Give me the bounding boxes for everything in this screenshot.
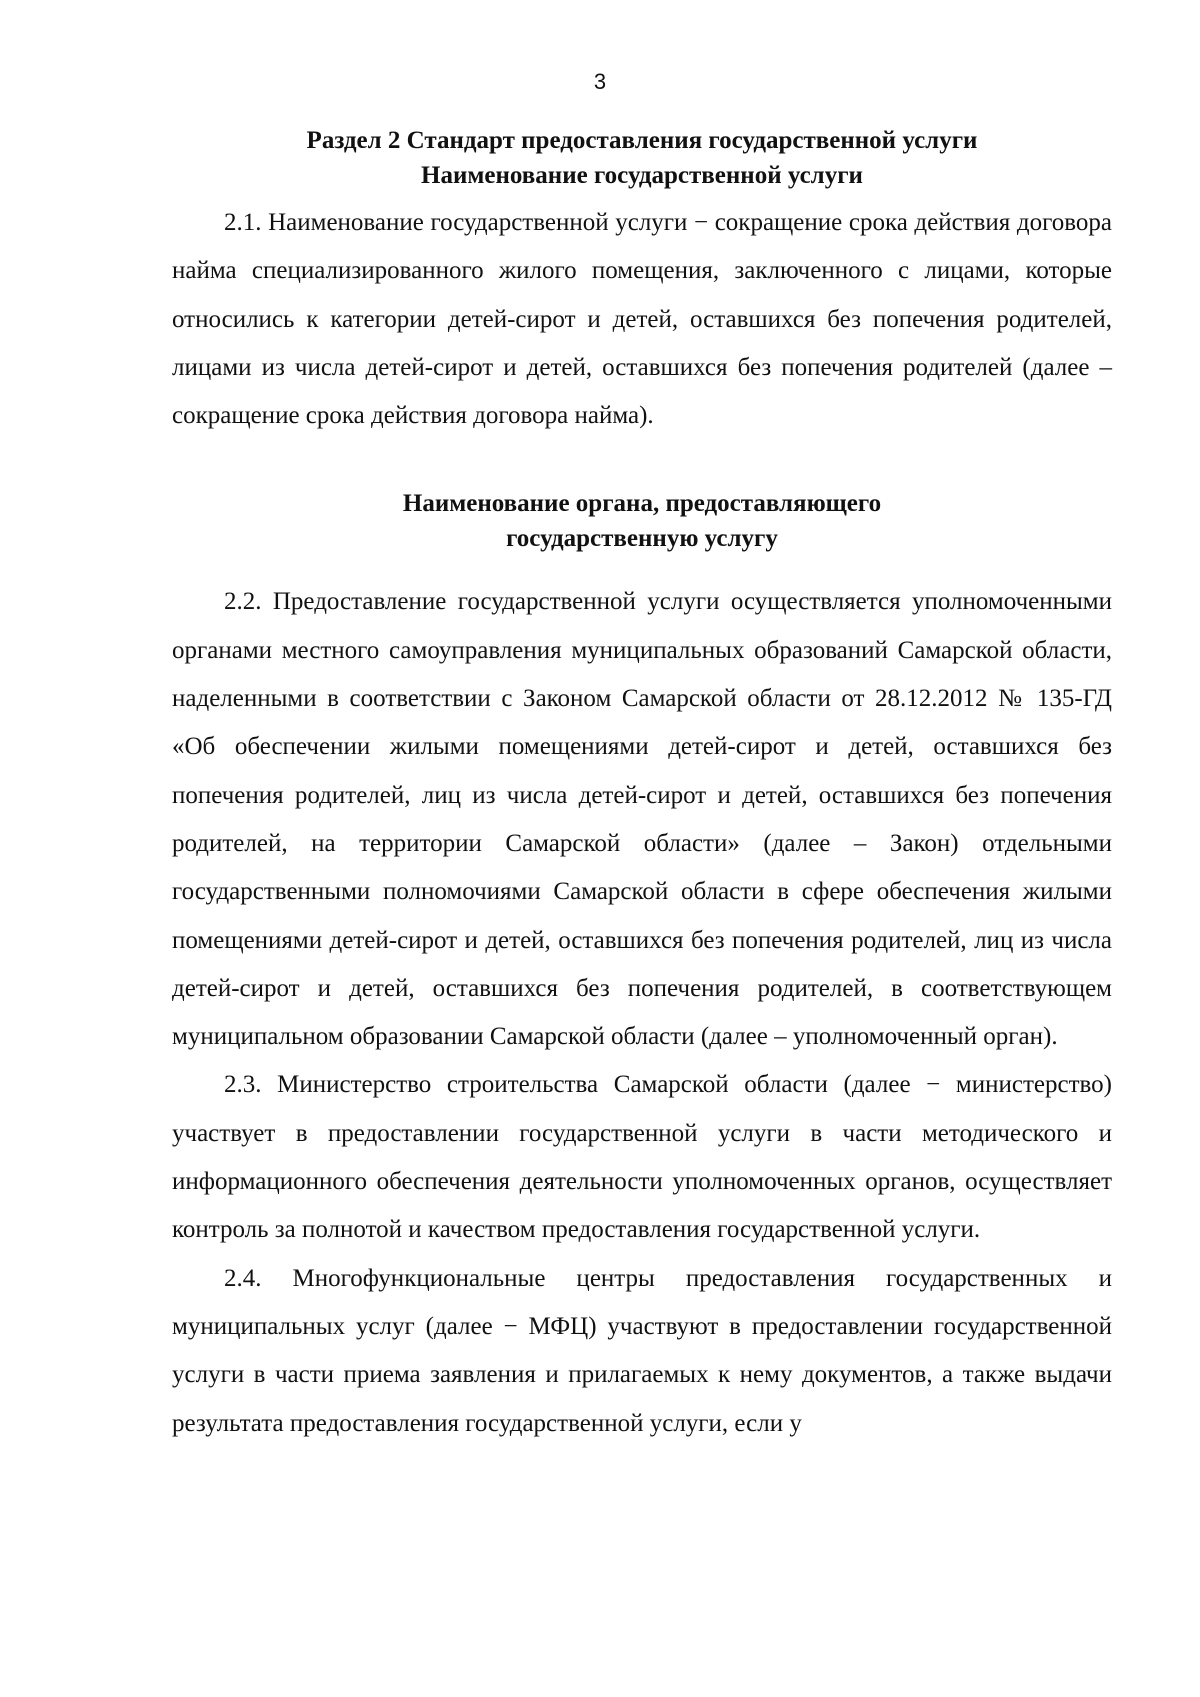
paragraph-2-2: 2.2. Предоставление государственной услуги осуществляется уполномоченными органами местного самоуправления муниципальных образований Самарской области, наделенными в соответствии с Законом Самарской области от 28.12.2012 № 135-ГД «Об обеспечении жилыми помещениями детей-сирот и детей, оставшихся без попечения родителей, лиц из числа детей-сирот и детей, оставшихся без попечения родителей, на территории Самарской области» (далее – Закон) отдельными государственными полномочиями Самарской области в сфере обеспечения жилыми помещениями детей-сирот и детей, оставшихся без попечения родителей, лиц из числа детей-сирот и детей, оставшихся без попечения родителей, в соответствующем муниципальном образовании Самарской области (далее – уполномоченный орган). — [172, 588, 1112, 1051]
body-heading-line-1: Наименование органа, предоставляющего — [402, 490, 882, 518]
body-heading — [172, 486, 1112, 556]
paragraph-2-4: 2.4. Многофункциональные центры предоставления государственных и муниципальных услуг (далее − МФЦ) участвуют в предоставлении государственной услуги в части приема заявления и прилагаемых к нему документов, а также выдачи результата предоставления государственной услуги, если у — [172, 1264, 1112, 1437]
paragraph-2-3: 2.3. Министерство строительства Самарской области (далее − министерство) участвует в предоставлении государственной услуги в части методического и информационного обеспечения деятельности уполномоченных органов, осуществляет контроль за полнотой и качеством предоставления государственной услуги. — [172, 1071, 1112, 1244]
section-heading — [172, 123, 1112, 193]
page-number: 3 — [593, 69, 607, 94]
document-body — [172, 123, 1112, 1448]
section-heading-line-2: Наименование государственной услуги — [421, 162, 863, 189]
paragraph-2-1: 2.1. Наименование государственной услуги − сокращение срока действия договора найма специализированного жилого помещения, заключенного с лицами, которые относились к категории детей-сирот и детей, оставшихся без попечения родителей, лицами из числа детей-сирот и детей, оставшихся без попечения родителей (далее – сокращение срока действия договора найма). — [172, 209, 1112, 430]
section-heading-line-1: Раздел 2 Стандарт предоставления государственной услуги — [306, 127, 978, 154]
body-heading-line-2: государственную услугу — [506, 525, 778, 553]
